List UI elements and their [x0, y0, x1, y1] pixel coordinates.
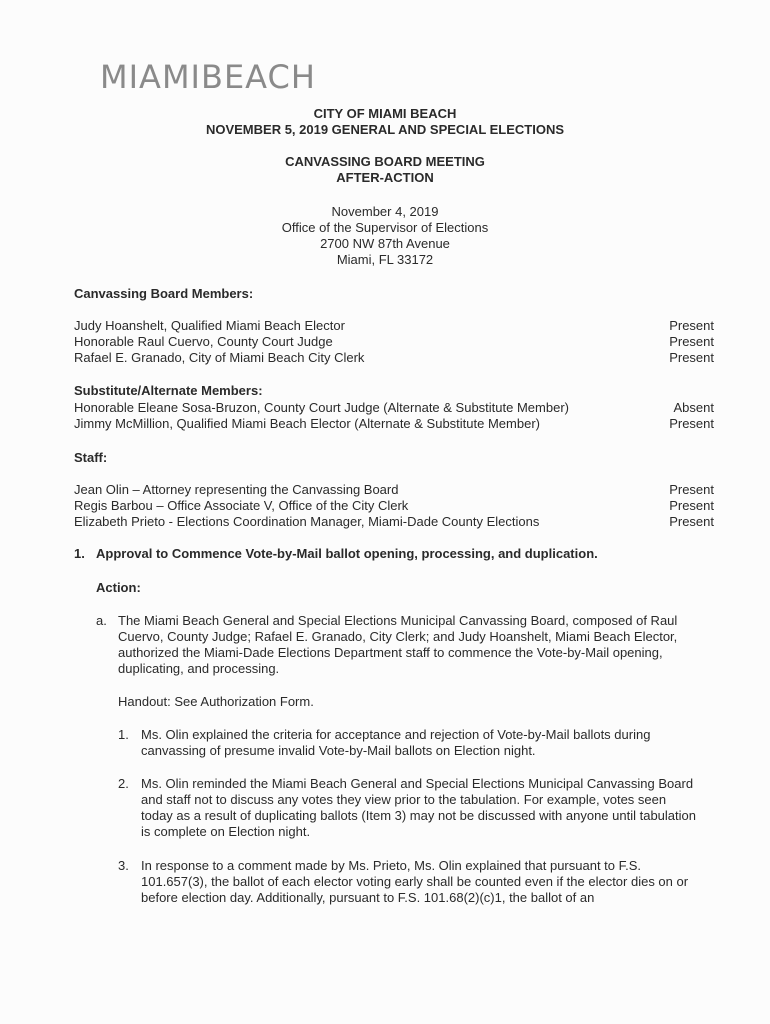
- member-status: Absent: [673, 400, 714, 415]
- staff-heading: Staff:: [74, 450, 108, 465]
- point-text: In response to a comment made by Ms. Prieto, Ms. Olin explained that pursuant to F.S. 101.657(3), the ballot of each elector voting early shall be counted even if the elector dies on or before election day. Additionally, pursuant to F.S. 101.68(2)(c)1, the ballot of an: [141, 858, 689, 905]
- meeting-office: Office of the Supervisor of Elections: [281, 220, 489, 235]
- board-member-row: [74, 334, 714, 350]
- member-status: Present: [669, 334, 714, 349]
- member-name: Judy Hoanshelt, Qualified Miami Beach Elector: [74, 318, 345, 333]
- staff-member-row: [74, 498, 714, 514]
- handout-note: Handout: See Authorization Form.: [118, 694, 314, 709]
- meeting-street: 2700 NW 87th Avenue: [320, 236, 450, 251]
- doc-title-meeting: CANVASSING BOARD MEETING: [285, 154, 485, 169]
- member-status: Present: [669, 350, 714, 365]
- alternates-heading: Substitute/Alternate Members:: [74, 383, 263, 398]
- meeting-city: Miami, FL 33172: [336, 252, 434, 267]
- member-status: Present: [669, 482, 714, 497]
- alternate-member-row: [74, 400, 714, 416]
- board-heading: Canvassing Board Members:: [74, 286, 254, 301]
- member-name: Honorable Raul Cuervo, County Court Judge: [74, 334, 333, 349]
- item-number: 1.: [74, 546, 85, 561]
- meeting-date: November 4, 2019: [331, 204, 439, 219]
- member-status: Present: [669, 498, 714, 513]
- sub-item-label: a.: [96, 613, 107, 628]
- member-status: Present: [669, 416, 714, 431]
- alternate-member-row: [74, 416, 714, 432]
- doc-title-city: CITY OF MIAMI BEACH: [313, 106, 457, 121]
- member-name: Rafael E. Granado, City of Miami Beach City Clerk: [74, 350, 365, 365]
- staff-member-row: [74, 514, 714, 530]
- staff-member-row: [74, 482, 714, 498]
- doc-title-elections: NOVEMBER 5, 2019 GENERAL AND SPECIAL ELECTIONS: [205, 122, 565, 137]
- member-name: Elizabeth Prieto - Elections Coordination Manager, Miami-Dade County Elections: [74, 514, 540, 529]
- item-title: Approval to Commence Vote-by-Mail ballot opening, processing, and duplication.: [96, 546, 598, 561]
- member-name: Regis Barbou – Office Associate V, Office of the City Clerk: [74, 498, 409, 513]
- member-status: Present: [669, 318, 714, 333]
- board-member-row: [74, 318, 714, 334]
- miami-beach-logo: MIAMIBEACH: [100, 58, 316, 96]
- member-status: Present: [669, 514, 714, 529]
- member-name: Honorable Eleane Sosa-Bruzon, County Court Judge (Alternate & Substitute Member): [74, 400, 569, 415]
- point-number: 2.: [118, 776, 129, 791]
- point-number: 3.: [118, 858, 129, 873]
- sub-item-text: The Miami Beach General and Special Elections Municipal Canvassing Board, composed of Raul Cuervo, County Judge; Rafael E. Granado, City Clerk; and Judy Hoanshelt, Miami Beach Elector, authorized the Miami-Dade Elections Department staff to commence the Vote-by-Mail opening, duplicating, and processing.: [118, 613, 678, 676]
- board-member-row: [74, 350, 714, 366]
- point-text: Ms. Olin reminded the Miami Beach General and Special Elections Municipal Canvassing Board and staff not to discuss any votes they view prior to the tabulation. For example, votes seen today as a result of duplicating ballots (Item 3) may not be discussed with anyone until tabulation is complete on Election night.: [141, 776, 696, 839]
- action-label: Action:: [96, 580, 141, 595]
- point-text: Ms. Olin explained the criteria for acceptance and rejection of Vote-by-Mail ballots during canvassing of presume invalid Vote-by-Mail ballots on Election night.: [141, 727, 651, 758]
- doc-title-after-action: AFTER-ACTION: [336, 170, 434, 185]
- member-name: Jimmy McMillion, Qualified Miami Beach Elector (Alternate & Substitute Member): [74, 416, 540, 431]
- member-name: Jean Olin – Attorney representing the Canvassing Board: [74, 482, 399, 497]
- point-number: 1.: [118, 727, 129, 742]
